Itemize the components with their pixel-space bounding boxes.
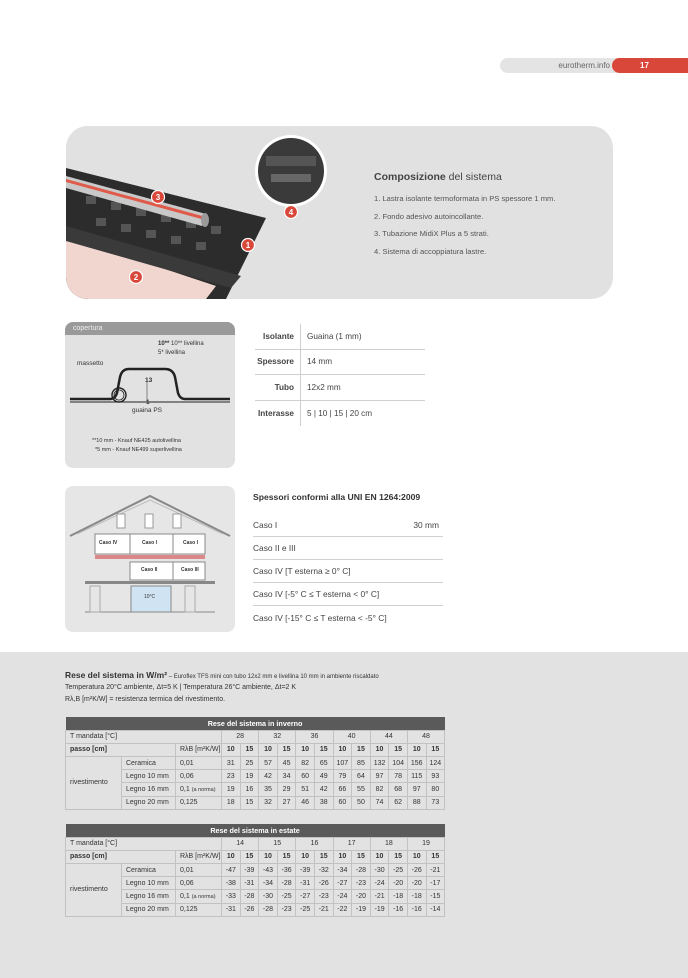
value-cell: -25 — [389, 864, 408, 877]
value-cell: 115 — [407, 770, 426, 783]
value-cell: 124 — [426, 757, 445, 770]
table-row — [66, 877, 445, 890]
value-cell: -23 — [314, 890, 333, 903]
passo-cell: 15 — [277, 850, 296, 863]
value-cell: -27 — [333, 877, 352, 890]
value-cell: 68 — [389, 783, 408, 796]
temp-cell: 36 — [296, 730, 333, 743]
label-guaina: guaina PS — [132, 407, 162, 414]
room-label: Caso I — [142, 540, 158, 546]
value-cell: -25 — [277, 890, 296, 903]
composition-list — [374, 194, 555, 264]
temp-cell: 14 — [222, 837, 259, 850]
temp-cell: 15 — [259, 837, 296, 850]
table-row — [66, 783, 445, 796]
room-label: Caso I — [183, 540, 199, 546]
value-cell: 104 — [389, 757, 408, 770]
passo-cell: 15 — [389, 743, 408, 756]
list-item: 4. Sistema di accoppiatura lastre. — [374, 246, 487, 256]
value-cell: -21 — [314, 903, 333, 916]
passo-cell: 15 — [240, 850, 259, 863]
value-cell: 60 — [296, 770, 315, 783]
spec-table — [255, 324, 425, 426]
table-row — [66, 796, 445, 809]
svg-text:4: 4 — [288, 208, 294, 217]
value-cell: -19 — [352, 903, 371, 916]
value-cell: 85 — [352, 757, 371, 770]
value-cell: 74 — [370, 796, 389, 809]
table-title: Rese del sistema in inverno — [66, 717, 445, 730]
table-row: Caso IV [T esterna ≥ 0° C] — [253, 560, 443, 583]
label-10: 10** 10** livellina — [158, 341, 204, 347]
value-cell: 107 — [333, 757, 352, 770]
composition-panel — [66, 126, 613, 299]
table-row: Caso II e III — [253, 537, 443, 560]
table-row: Caso IV [-5° C ≤ T esterna < 0° C] — [253, 583, 443, 606]
passo-cell: 10 — [259, 850, 278, 863]
table-title-row — [66, 824, 445, 837]
passo-cell: 10 — [222, 850, 241, 863]
value-cell: 60 — [333, 796, 352, 809]
passo-label: passo [cm] — [66, 743, 176, 756]
value-cell: 19 — [222, 783, 241, 796]
label-5: 5* livellina — [158, 350, 186, 356]
material-name: Legno 20 mm — [122, 903, 176, 916]
passo-cell: 10 — [333, 743, 352, 756]
value-cell: -28 — [240, 890, 259, 903]
value-cell: -31 — [222, 903, 241, 916]
table-row — [66, 864, 445, 877]
value-cell: 62 — [389, 796, 408, 809]
value-cell: -28 — [352, 864, 371, 877]
label-massetto: massetto — [77, 360, 104, 367]
passo-cell: 15 — [352, 743, 371, 756]
value-cell: 42 — [314, 783, 333, 796]
r-label: RλB [m²K/W] — [176, 743, 222, 756]
material-name: Legno 16 mm — [122, 890, 176, 903]
spec-value: Guaina (1 mm) — [307, 331, 362, 341]
table-title: Rese del sistema in estate — [66, 824, 445, 837]
r-value: 0,01 — [176, 864, 222, 877]
value-cell: -28 — [277, 877, 296, 890]
t-mandata-label: T mandata [°C] — [66, 730, 222, 743]
temp-cell: 18 — [370, 837, 407, 850]
value-cell: 66 — [333, 783, 352, 796]
list-item: 3. Tubazione MidiX Plus a 5 strati. — [374, 229, 489, 238]
value-cell: 45 — [277, 757, 296, 770]
passo-cell: 10 — [259, 743, 278, 756]
value-cell: 132 — [370, 757, 389, 770]
value-cell: 29 — [277, 783, 296, 796]
spec-value: 5 | 10 | 15 | 20 cm — [307, 408, 373, 418]
passo-cell: 15 — [314, 743, 333, 756]
r-value: 0,01 — [176, 757, 222, 770]
value-cell: -34 — [259, 877, 278, 890]
value-cell: 73 — [426, 796, 445, 809]
value-cell: -32 — [314, 864, 333, 877]
value-cell: -19 — [370, 903, 389, 916]
table-row — [66, 757, 445, 770]
note-1: **10 mm - Knauf NE425 autolivellina — [92, 438, 181, 444]
passo-cell: 15 — [240, 743, 259, 756]
value-cell: -23 — [277, 903, 296, 916]
value-cell: 82 — [296, 757, 315, 770]
thickness-title: Spessori conformi alla UNI EN 1264:2009 — [253, 492, 421, 502]
rese-title: Rese del sistema in W/m² – Euroflex TFS mini con tubo 12x2 mm e livellina 10 mm in ambiente riscaldato — [65, 670, 379, 680]
value-cell: 82 — [370, 783, 389, 796]
value-cell: -15 — [426, 890, 445, 903]
value-cell: 64 — [352, 770, 371, 783]
temp-cell: 16 — [296, 837, 333, 850]
table-title-row — [66, 717, 445, 730]
value-cell: -23 — [352, 877, 371, 890]
table-row — [255, 375, 425, 401]
section-header: copertura — [65, 322, 235, 335]
value-cell: -24 — [333, 890, 352, 903]
label-1: 1 — [146, 399, 150, 406]
passo-cell: 10 — [370, 850, 389, 863]
value-cell: -27 — [296, 890, 315, 903]
value-cell: -24 — [370, 877, 389, 890]
passo-cell: 10 — [296, 743, 315, 756]
thickness-table — [253, 492, 443, 629]
value-cell: -18 — [407, 890, 426, 903]
value-cell: -36 — [277, 864, 296, 877]
value-cell: 55 — [352, 783, 371, 796]
room-label: 10°C — [144, 594, 156, 600]
value-cell: 78 — [389, 770, 408, 783]
table-row — [255, 350, 425, 376]
value-cell: -38 — [222, 877, 241, 890]
value-cell: -16 — [407, 903, 426, 916]
value-cell: -26 — [407, 864, 426, 877]
value-cell: 19 — [240, 770, 259, 783]
value-cell: 34 — [277, 770, 296, 783]
table-row — [66, 903, 445, 916]
svg-text:2: 2 — [133, 273, 139, 282]
room-label: Caso III — [181, 567, 199, 573]
value-cell: -31 — [240, 877, 259, 890]
marker-3 — [152, 191, 165, 204]
value-cell: 46 — [296, 796, 315, 809]
passo-cell: 10 — [333, 850, 352, 863]
summer-table — [65, 824, 445, 917]
value-cell: 97 — [407, 783, 426, 796]
note-2: *5 mm - Knauf NE499 superlivellina — [95, 447, 182, 453]
table-row — [66, 850, 445, 863]
winter-table — [65, 717, 445, 810]
value-cell: 42 — [259, 770, 278, 783]
t-mandata-label: T mandata [°C] — [66, 837, 222, 850]
value-cell: -30 — [259, 890, 278, 903]
value-cell: 50 — [352, 796, 371, 809]
svg-text:1: 1 — [245, 241, 251, 250]
passo-cell: 15 — [352, 850, 371, 863]
passo-cell: 10 — [370, 743, 389, 756]
section-diagram — [65, 322, 235, 468]
value-cell: 65 — [314, 757, 333, 770]
value-cell: 18 — [222, 796, 241, 809]
value-cell: -16 — [389, 903, 408, 916]
table-row — [66, 730, 445, 743]
passo-cell: 10 — [222, 743, 241, 756]
table-row: Caso I 30 mm — [253, 514, 443, 537]
value-cell: -18 — [389, 890, 408, 903]
value-cell: -43 — [259, 864, 278, 877]
r-value: 0,125 — [176, 903, 222, 916]
value-cell: -25 — [296, 903, 315, 916]
material-name: Legno 10 mm — [122, 877, 176, 890]
list-item: 1. Lastra isolante termoformata in PS spessore 1 mm. — [374, 194, 556, 203]
composition-title: Composizione del sistema — [374, 171, 502, 183]
temp-cell: 40 — [333, 730, 370, 743]
table-row — [255, 401, 425, 427]
label-13: 13 — [145, 377, 153, 384]
value-cell: 57 — [259, 757, 278, 770]
temp-cell: 48 — [407, 730, 444, 743]
value-cell: -20 — [389, 877, 408, 890]
value-cell: 23 — [222, 770, 241, 783]
value-cell: 31 — [222, 757, 241, 770]
value-cell: 97 — [370, 770, 389, 783]
page-header — [500, 58, 688, 73]
value-cell: 156 — [407, 757, 426, 770]
house-drawing — [65, 486, 235, 632]
table-row — [255, 324, 425, 350]
passo-cell: 10 — [296, 850, 315, 863]
table-row — [66, 890, 445, 903]
material-name: Ceramica — [122, 864, 176, 877]
value-cell: 32 — [259, 796, 278, 809]
r-value: 0,06 — [176, 770, 222, 783]
temp-cell: 32 — [259, 730, 296, 743]
value-cell: 93 — [426, 770, 445, 783]
passo-cell: 15 — [389, 850, 408, 863]
value-cell: -30 — [370, 864, 389, 877]
value-cell: -21 — [370, 890, 389, 903]
passo-cell: 15 — [314, 850, 333, 863]
value-cell: -22 — [333, 903, 352, 916]
svg-text:3: 3 — [155, 193, 161, 202]
value-cell: 15 — [240, 796, 259, 809]
value-cell: 88 — [407, 796, 426, 809]
passo-label: passo [cm] — [66, 850, 176, 863]
temp-cell: 17 — [333, 837, 370, 850]
value-cell: -14 — [426, 903, 445, 916]
spec-key: Isolante — [255, 324, 301, 349]
passo-cell: 10 — [407, 743, 426, 756]
group-label: rivestimento — [66, 757, 122, 810]
value-cell: 35 — [259, 783, 278, 796]
spec-key: Interasse — [255, 401, 301, 427]
value-cell: -21 — [426, 864, 445, 877]
temp-cell: 28 — [222, 730, 259, 743]
value-cell: 27 — [277, 796, 296, 809]
value-cell: 16 — [240, 783, 259, 796]
value-cell: -17 — [426, 877, 445, 890]
spec-key: Spessore — [255, 350, 301, 375]
marker-1 — [242, 239, 255, 252]
rese-resist: Rλ,B [m²K/W] = resistenza termica del rivestimento. — [65, 696, 226, 703]
list-item: 2. Fondo adesivo autoincollante. — [374, 211, 484, 221]
page-number: 17 — [612, 58, 688, 73]
rese-section — [0, 652, 688, 978]
system-illustration — [66, 126, 328, 299]
r-value: 0,125 — [176, 796, 222, 809]
value-cell: -39 — [240, 864, 259, 877]
value-cell: -20 — [352, 890, 371, 903]
value-cell: -31 — [296, 877, 315, 890]
temp-cell: 19 — [407, 837, 444, 850]
value-cell: -47 — [222, 864, 241, 877]
material-name: Legno 20 mm — [122, 796, 176, 809]
value-cell: -20 — [407, 877, 426, 890]
room-label: Caso IV — [99, 540, 118, 546]
group-label: rivestimento — [66, 864, 122, 917]
value-cell: -28 — [259, 903, 278, 916]
passo-cell: 15 — [277, 743, 296, 756]
passo-cell: 15 — [426, 850, 445, 863]
value-cell: -33 — [222, 890, 241, 903]
value-cell: 79 — [333, 770, 352, 783]
value-cell: 49 — [314, 770, 333, 783]
value-cell: -26 — [240, 903, 259, 916]
r-value: 0,1 (a norma) — [176, 890, 222, 903]
value-cell: 38 — [314, 796, 333, 809]
table-row — [66, 837, 445, 850]
material-name: Legno 16 mm — [122, 783, 176, 796]
value-cell: 51 — [296, 783, 315, 796]
room-label: Caso II — [141, 567, 158, 573]
r-label: RλB [m²K/W] — [176, 850, 222, 863]
value-cell: -34 — [333, 864, 352, 877]
value-cell: 25 — [240, 757, 259, 770]
table-row — [66, 770, 445, 783]
value-cell: 80 — [426, 783, 445, 796]
site-url[interactable]: eurotherm.info — [500, 58, 620, 73]
table-row: Caso IV [-15° C ≤ T esterna < -5° C] — [253, 612, 387, 623]
spec-value: 12x2 mm — [307, 382, 341, 392]
table-row — [66, 743, 445, 756]
rese-temps: Temperatura 20°C ambiente, Δt=5 K | Temperatura 26°C ambiente, Δt=2 K — [65, 684, 297, 691]
r-value: 0,1 (a norma) — [176, 783, 222, 796]
marker-2 — [130, 271, 143, 284]
value-cell: -26 — [314, 877, 333, 890]
material-name: Legno 10 mm — [122, 770, 176, 783]
passo-cell: 10 — [407, 850, 426, 863]
spec-key: Tubo — [255, 375, 301, 400]
material-name: Ceramica — [122, 757, 176, 770]
spec-value: 14 mm — [307, 357, 333, 367]
value-cell: -39 — [296, 864, 315, 877]
passo-cell: 15 — [426, 743, 445, 756]
house-diagram — [65, 486, 235, 632]
marker-4 — [285, 206, 298, 219]
r-value: 0,06 — [176, 877, 222, 890]
temp-cell: 44 — [370, 730, 407, 743]
